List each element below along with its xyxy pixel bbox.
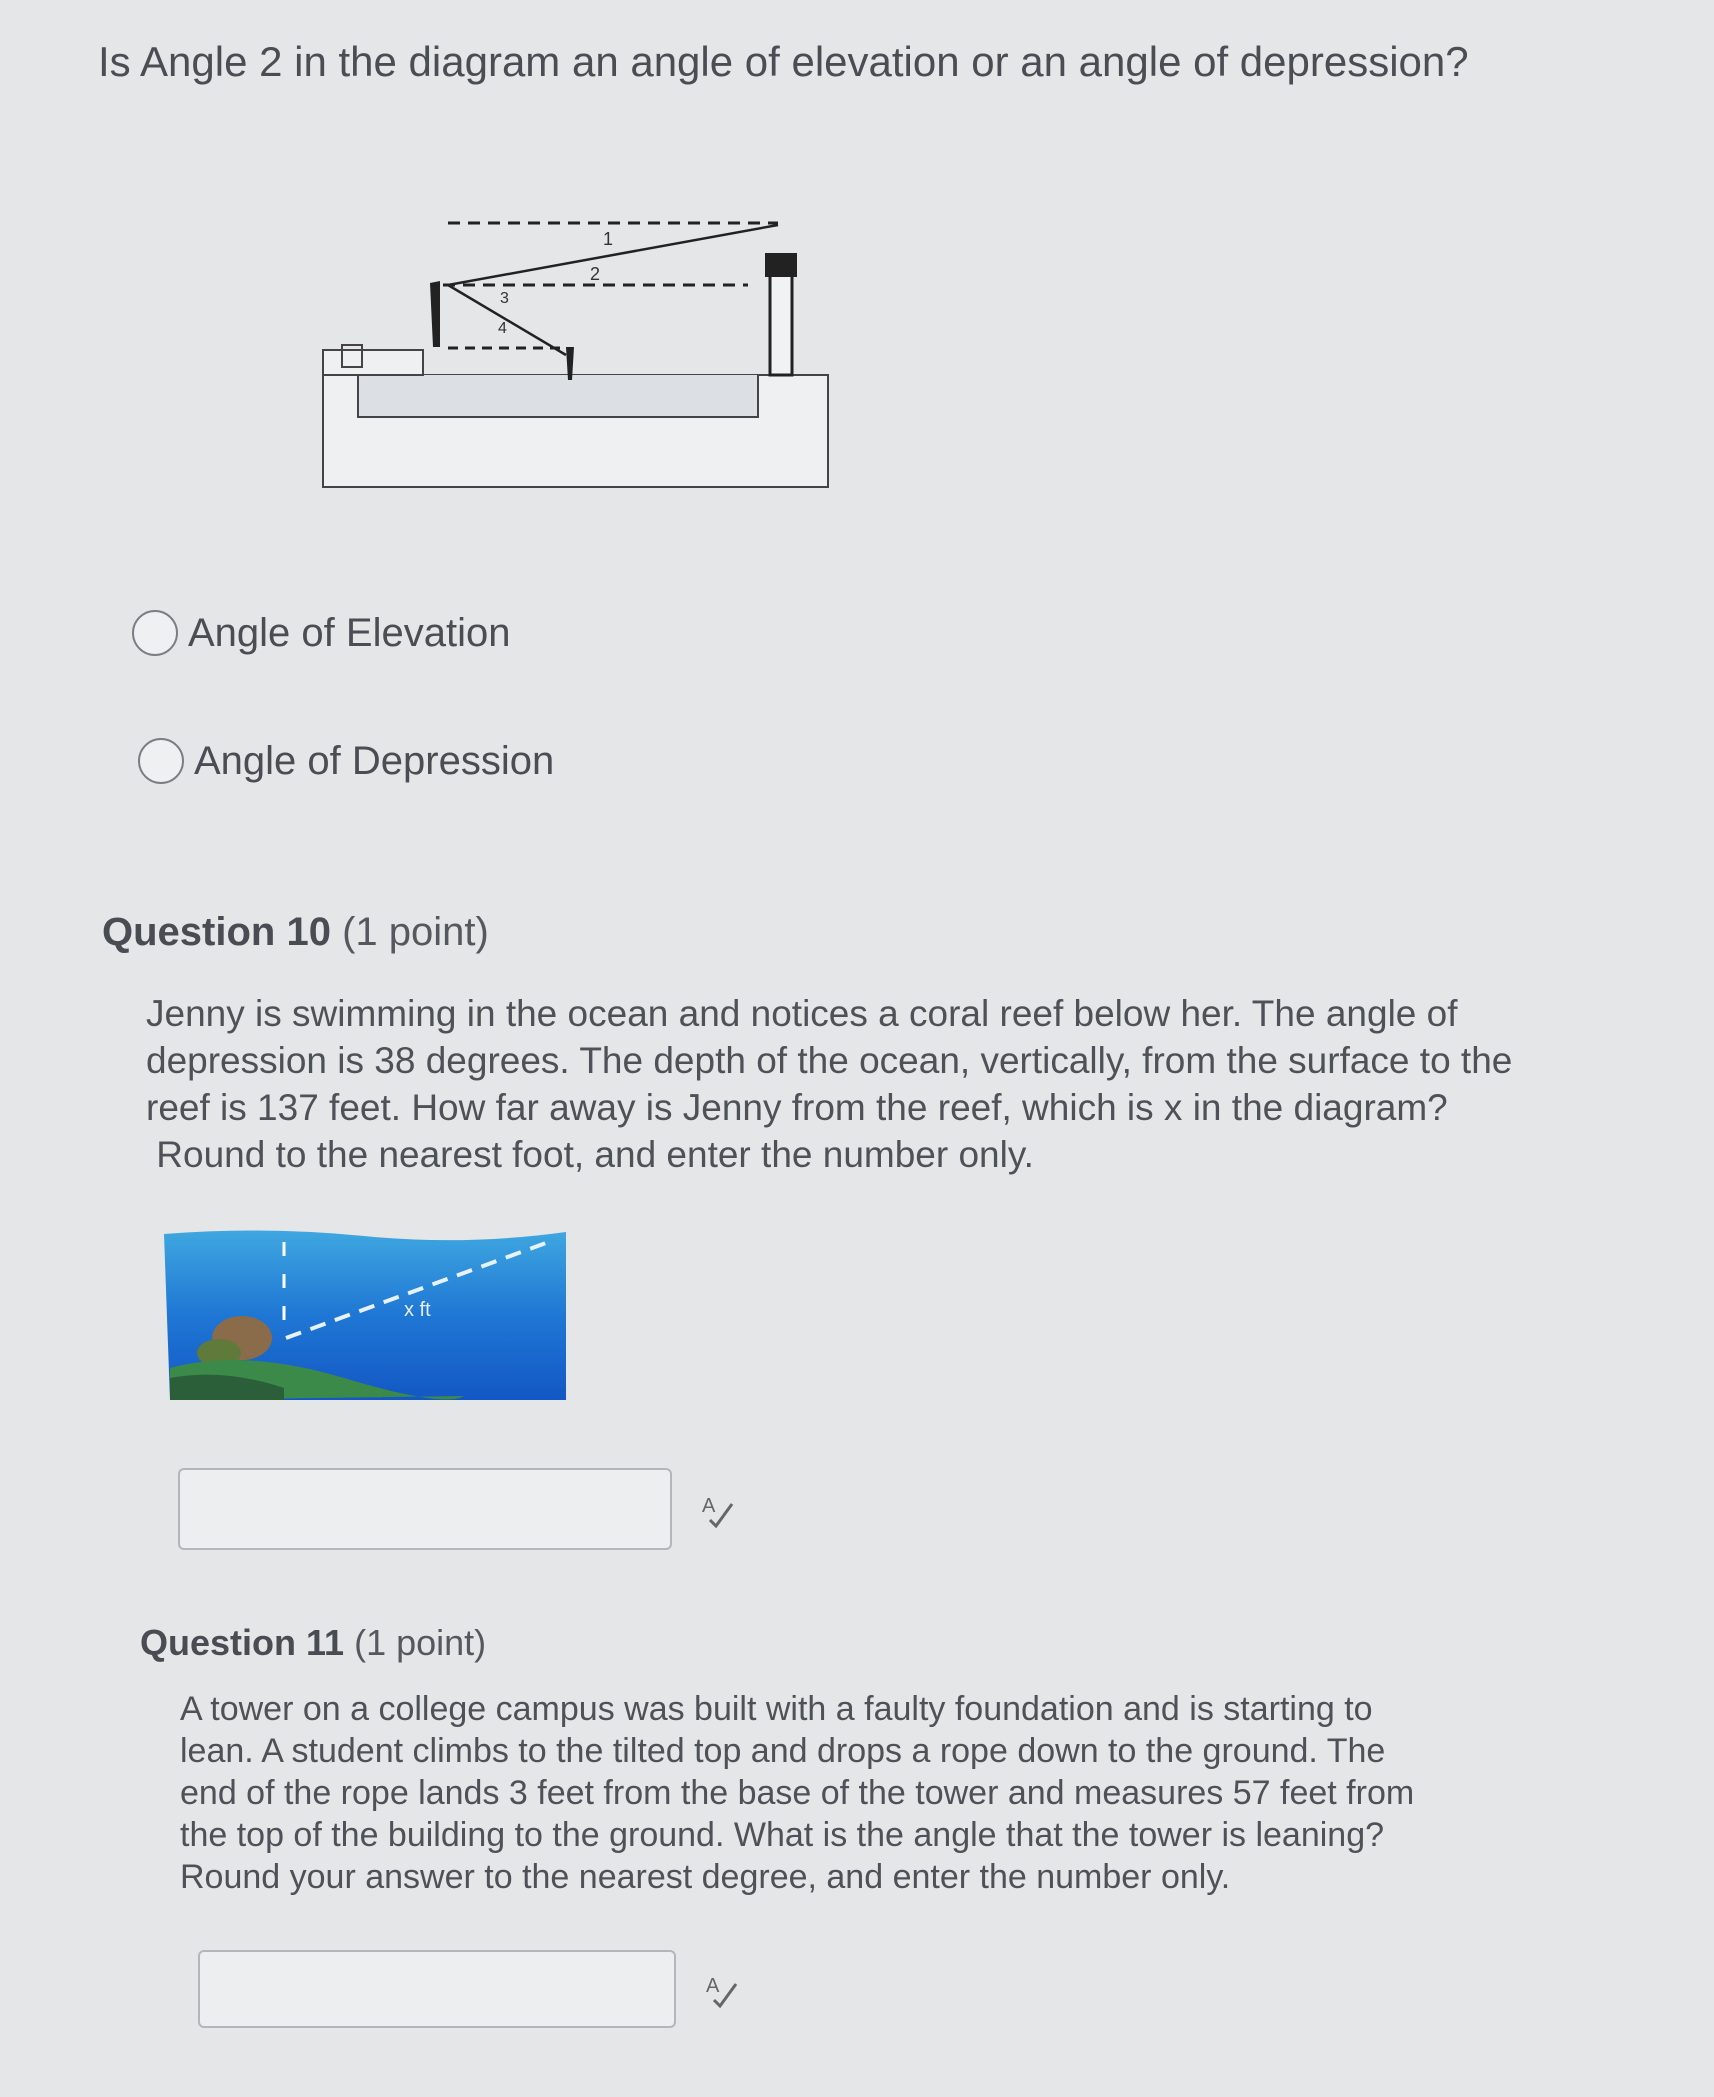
- text-line: Round your answer to the nearest degree, and enter the number only.: [180, 1858, 1231, 1896]
- spellcheck-icon[interactable]: [700, 1490, 740, 1530]
- option-angle-of-depression[interactable]: [138, 738, 554, 784]
- svg-text:A: A: [702, 1495, 716, 1517]
- diagram-label-3: 3: [500, 290, 509, 307]
- question-11-heading: [140, 1622, 486, 1664]
- elevation-depression-diagram: [318, 205, 838, 495]
- question-number: Question 10: [102, 910, 331, 954]
- option-label: Angle of Depression: [194, 738, 555, 783]
- radio-button[interactable]: [138, 738, 184, 784]
- text-line: depression is 38 degrees. The depth of the ocean, vertically, from the surface to the: [146, 1040, 1513, 1081]
- option-angle-of-elevation[interactable]: [132, 610, 510, 656]
- ocean-reef-image: [164, 1228, 566, 1400]
- question-points: (1 point): [342, 910, 489, 954]
- question-10-answer-input[interactable]: [178, 1468, 672, 1550]
- text-line: A tower on a college campus was built with a faulty foundation and is starting to: [180, 1690, 1373, 1728]
- radio-button[interactable]: [132, 610, 178, 656]
- question-points: (1 point): [354, 1622, 487, 1663]
- question-number: Question 11: [140, 1622, 345, 1663]
- text-line: end of the rope lands 3 feet from the base of the tower and measures 57 feet from: [180, 1774, 1415, 1812]
- text-line: the top of the building to the ground. What is the angle that the tower is leaning?: [180, 1816, 1385, 1854]
- svg-text:A: A: [706, 1975, 720, 1997]
- image-label-x-ft: x ft: [404, 1299, 431, 1321]
- text-line: Round to the nearest foot, and enter the number only.: [146, 1134, 1034, 1175]
- option-label: Angle of Elevation: [188, 610, 511, 655]
- text-line: Jenny is swimming in the ocean and notices a coral reef below her. The angle of: [146, 993, 1458, 1034]
- text-line: lean. A student climbs to the tilted top and drops a rope down to the ground. The: [180, 1732, 1386, 1770]
- diagram-label-2: 2: [590, 264, 601, 284]
- question-10-text: [146, 990, 1686, 1178]
- text-line: reef is 137 feet. How far away is Jenny from the reef, which is x in the diagram?: [146, 1087, 1448, 1128]
- question-11-text: [180, 1688, 1680, 1898]
- q9-question-text: Is Angle 2 in the diagram an angle of elevation or an angle of depression?: [98, 38, 1469, 85]
- diagram-label-4: 4: [498, 320, 507, 337]
- diagram-label-1: 1: [603, 229, 614, 249]
- question-11-answer-input[interactable]: [198, 1950, 676, 2028]
- spellcheck-icon[interactable]: [704, 1970, 744, 2010]
- question-10-heading: [102, 910, 489, 955]
